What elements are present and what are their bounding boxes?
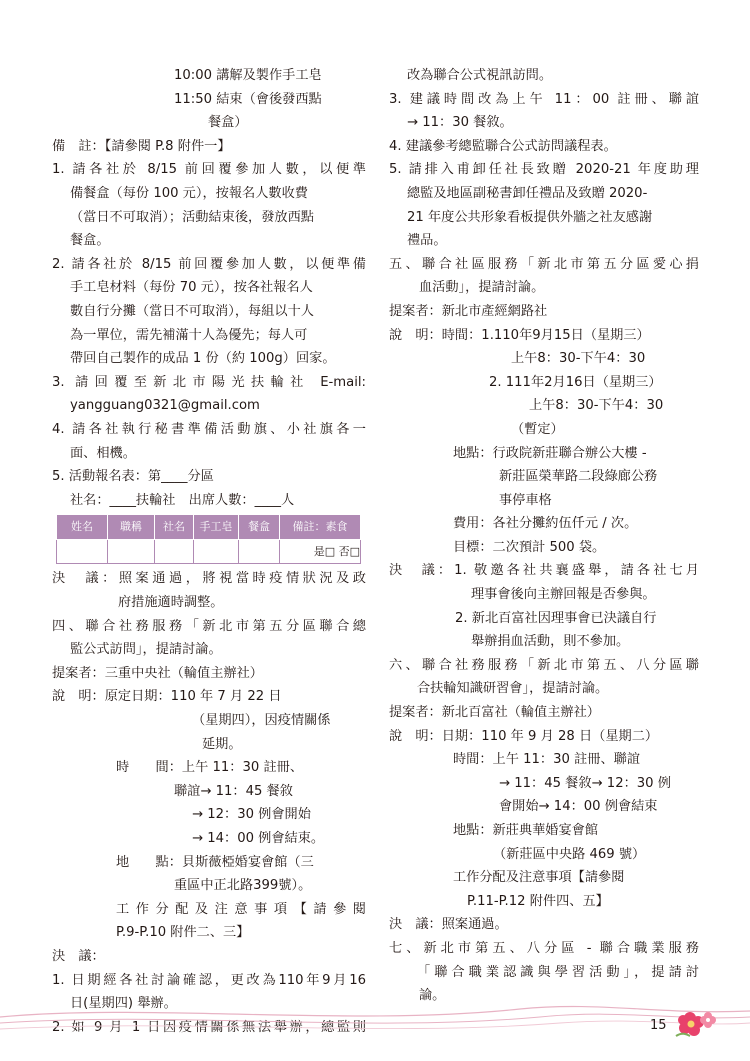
- text-line: （星期四），因疫情關係: [192, 713, 331, 729]
- text-line: 上午8：30-下午4：30: [529, 398, 664, 414]
- text-line: 備 註：【請參閱 P.8 附件一】: [52, 138, 231, 154]
- text-line: → 12：30 例會開始: [192, 807, 311, 823]
- table-header: 職稱: [108, 515, 155, 540]
- text-line: 說 明：原定日期：110 年 7 月 22 日: [52, 689, 282, 705]
- text-line: 會開始→ 14：00 例會結束: [499, 799, 658, 815]
- text-line: 提案者：新北百富社（輪值主辦社）: [389, 705, 600, 721]
- text-line: 理事會後向主辦回報是否參與。: [471, 587, 656, 603]
- text-line: 舉辦捐血活動，則不參加。: [471, 634, 630, 650]
- text-line: 總監及地區副秘書卸任禮品及致贈 2020-: [407, 185, 648, 201]
- text-line: 餐盒。: [70, 233, 110, 249]
- text-line: 決 議：: [52, 948, 105, 964]
- section-heading: 七、新北市第五、八分區 - 聯合職業服務: [389, 940, 699, 956]
- text-line: → 11：30 餐敘。: [407, 115, 513, 131]
- left-column: [52, 64, 366, 1039]
- text-line: （新莊區中央路 469 號）: [493, 846, 646, 862]
- text-line: 決 議：1. 敬邀各社共襄盛舉，請各社七月: [389, 563, 699, 579]
- text-line: 上午8：30-下午4：30: [511, 351, 646, 367]
- registration-table: [56, 514, 361, 564]
- table-row: [57, 539, 361, 564]
- text-line: 11:50 結束（會後發西點: [174, 91, 322, 107]
- text-line: （暫定）: [511, 421, 564, 437]
- text-line: 工作分配及注意事項【請參閱: [453, 870, 625, 886]
- table-header: 手工皂: [194, 515, 239, 540]
- text-line: 重區中正北路399號）。: [174, 878, 312, 894]
- text-line: 「聯合職業認識與學習活動」，提請討: [417, 964, 699, 980]
- text-line: 禮品。: [407, 233, 447, 249]
- text-line: 手工皂材料（每份 70 元），按各社報名人: [70, 280, 313, 296]
- table-cell: [108, 539, 155, 564]
- text-line: 數自行分攤（當日不可取消），每組以十人: [70, 303, 314, 319]
- footer-decoration-icon: [0, 995, 750, 1035]
- text-line: 備餐盒（每份 100 元），按報名人數收費: [70, 185, 308, 201]
- text-line: 時間：上午 11：30 註冊、聯誼: [453, 752, 641, 768]
- text-line: 面、相機。: [70, 445, 136, 461]
- text-line: → 11：45 餐敘→ 12：30 例: [499, 775, 671, 791]
- veg-option-cell: 是□ 否□: [280, 539, 361, 564]
- text-line: 1. 日期經各社討論確認，更改為110年9月16: [52, 972, 366, 988]
- text-line: 事停車格: [499, 492, 552, 508]
- text-line: 3. 請回覆至新北市陽光扶輪社 E-mail:: [52, 374, 366, 390]
- text-line: 10:00 講解及製作手工皂: [174, 68, 322, 83]
- page-number: 15: [650, 1018, 667, 1033]
- text-line: 血活動」，提請討論。: [419, 280, 545, 296]
- text-line: 論。: [419, 988, 446, 1004]
- flower-icon: [672, 1006, 720, 1042]
- text-line: 帶回自己製作的成品 1 份（約 100g）回家。: [70, 351, 336, 367]
- text-line: 3. 建議時間改為上午 11：00 註冊、聯誼: [389, 91, 699, 107]
- text-line: 5. 請排入甫卸任社長致贈 2020-21 年度助理: [389, 162, 699, 178]
- text-line: 延期。: [202, 736, 242, 752]
- section-heading: 六、聯合社務服務「新北市第五、八分區聯: [389, 657, 699, 673]
- text-line: 說 明：日期：110 年 9 月 28 日（星期二）: [389, 728, 659, 744]
- email-text: yangguang0321@gmail.com: [70, 398, 260, 414]
- text-line: 說 明：時間：1.110年9月15日（星期三）: [389, 327, 650, 343]
- text-line: 2. 新北百富社因理事會已決議自行: [455, 610, 657, 626]
- text-line: 5. 活動報名表：第____分區: [52, 469, 214, 485]
- table-cell: [194, 539, 239, 564]
- text-line: 新莊區榮華路二段綠廊公務: [499, 469, 658, 485]
- text-line: P.11-P.12 附件四、五】: [467, 893, 609, 909]
- table-header-row: [57, 515, 361, 540]
- text-line: 日(星期四) 舉辦。: [70, 996, 177, 1012]
- table-cell: [155, 539, 194, 564]
- text-line: 改為聯合公式視訊訪問。: [407, 68, 553, 83]
- text-line: 地 點：貝斯薇椏婚宴會館（三: [116, 854, 314, 870]
- text-line: P.9-P.10 附件二、三】: [116, 925, 250, 941]
- text-line: 為一單位，需先補滿十人為優先；每人可: [70, 327, 308, 343]
- text-line: 餐盒）: [208, 115, 248, 131]
- text-line: 時 間：上午 11：30 註冊、: [116, 760, 304, 776]
- text-line: 合扶輪知識研習會」，提請討論。: [417, 681, 609, 697]
- table-header: 備註：素食: [280, 515, 361, 540]
- text-line: 地點：新莊典華婚宴會館: [453, 823, 599, 838]
- text-line: 1. 請各社於 8/15 前回覆參加人數，以便準: [52, 162, 366, 178]
- text-line: 提案者：三重中央社（輪值主辦社）: [52, 665, 263, 681]
- table-header: 餐盒: [239, 515, 280, 540]
- text-line: 21 年度公共形象看板提供外牆之社友感謝: [407, 209, 653, 225]
- text-line: （當日不可取消）；活動結束後，發放西點: [70, 209, 314, 225]
- table-cell: [57, 539, 108, 564]
- text-line: 4. 請各社執行秘書準備活動旗、小社旗各一: [52, 421, 366, 437]
- text-line: 2. 請各社於 8/15 前回覆參加人數，以便準備: [52, 256, 366, 272]
- table-header: 姓名: [57, 515, 108, 540]
- text-line: 聯誼→ 11：45 餐敘: [174, 783, 293, 799]
- text-line: 地點：行政院新莊聯合辦公大樓 -: [453, 445, 647, 461]
- text-line: 費用：各社分攤約伍仟元 / 次。: [453, 516, 638, 532]
- table-cell: [239, 539, 280, 564]
- text-line: 2. 如 9 月 1 日因疫情關係無法舉辦，總監則: [52, 1019, 366, 1035]
- table-header: 社名: [155, 515, 194, 540]
- text-line: 目標：二次預計 500 袋。: [453, 539, 606, 555]
- text-line: 工作分配及注意事項【請參閱: [116, 901, 366, 917]
- text-line: 2. 111年2月16日（星期三）: [489, 374, 662, 390]
- text-line: 府措施適時調整。: [118, 595, 224, 611]
- text-line: 決 議：照案通過。: [389, 917, 508, 933]
- text-line: 提案者：新北市產經網路社: [389, 303, 548, 319]
- text-line: 4. 建議參考總監聯合公式訪問議程表。: [389, 138, 617, 154]
- section-heading: 四、聯合社務服務「新北市第五分區聯合總: [52, 618, 366, 634]
- text-line: → 14：00 例會結束。: [192, 831, 325, 846]
- text-line: 社名：____扶輪社 出席人數：____人: [70, 492, 295, 508]
- section-heading: 五、聯合社區服務「新北市第五分區愛心捐: [389, 256, 699, 272]
- text-line: 監公式訪問」，提請討論。: [70, 642, 222, 658]
- text-line: 決 議：照案通過，將視當時疫情狀況及政: [52, 571, 366, 587]
- right-column: [389, 64, 699, 1008]
